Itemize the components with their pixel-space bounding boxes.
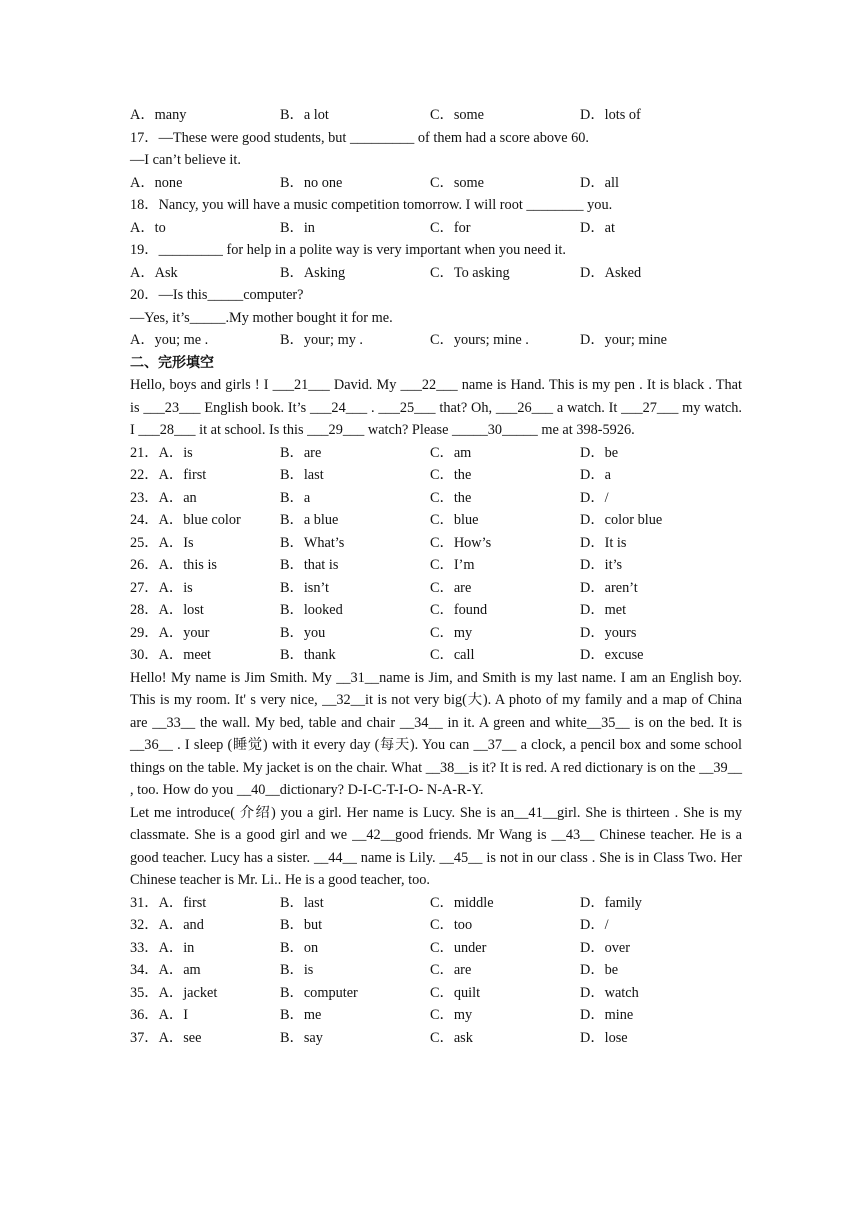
option-b: B．on <box>280 939 319 956</box>
option-b: B．looked <box>280 602 343 618</box>
cloze-passage-1: Hello, boys and girls ! I ___21___ David. My ___22___ name is Hand. This is my pen . It is black . That is ___23___ English book. It’s ___24___ . ___25___ that? Oh, ___26___ a watch. It ___27___ my watch. I ___28___ it at school. Is this ___29___ watch? Please _____30_____ me at 398-5926. <box>130 377 742 438</box>
option-c: C．for <box>430 219 471 236</box>
option-c: C．are <box>430 579 472 596</box>
option-row <box>130 577 742 600</box>
option-a: A．to <box>130 219 166 236</box>
option-a: 28．A．lost <box>130 602 204 618</box>
option-a: 37．A．see <box>130 1029 202 1046</box>
q17-stem: 17．—These were good students, but _________ of them had a score above 60. <box>130 129 589 146</box>
option-a: 27．A．is <box>130 579 193 596</box>
option-b: B．a <box>280 489 311 506</box>
cloze-passage-2: Hello! My name is Jim Smith. My __31__name is Jim, and Smith is my last name. I am an English boy. This is my room. It' s very nice, __32__it is not very big(大). A photo of my family and a map of China are __33__ the wall. My bed, table and chair __34__ in it. A green and white__35__ is on the bed. It is __36__ . I sleep (睡觉) with it every day (每天). You can __37__ a clock, a pencil box and some school things on the table. My jacket is on the chair. What __38__is it? It is red. A red dictionary is on the __39__ , too. How do you __40__dictionary? D-I-C-T-I-O- N-A-R-Y. <box>130 669 742 798</box>
exam-page <box>130 104 742 1049</box>
option-b: B．in <box>280 219 315 236</box>
option-a: 31．A．first <box>130 894 207 911</box>
option-c: C．How’s <box>430 534 492 551</box>
option-d: D．be <box>580 444 619 461</box>
option-b: B．last <box>280 894 324 911</box>
option-c: C．call <box>430 647 475 663</box>
option-row <box>130 509 742 532</box>
option-c: C．the <box>430 467 472 483</box>
option-a: 24．A．blue color <box>130 512 241 528</box>
option-d: D．met <box>580 602 627 618</box>
option-d: D．It is <box>580 534 627 551</box>
option-d: D．excuse <box>580 647 644 663</box>
option-row <box>130 1027 742 1050</box>
cloze-options-21-30 <box>130 442 742 667</box>
option-b: B．a lot <box>280 107 329 123</box>
option-d: D．over <box>580 939 631 956</box>
option-a: 36．A．I <box>130 1007 188 1023</box>
option-c: C．under <box>430 939 487 956</box>
option-row <box>130 959 742 982</box>
option-b: B．a blue <box>280 512 339 528</box>
option-a: 34．A．am <box>130 962 201 978</box>
option-b: B．last <box>280 467 324 483</box>
option-row <box>130 622 742 645</box>
option-d: D．/ <box>580 489 609 506</box>
option-row <box>130 644 742 667</box>
option-row <box>130 554 742 577</box>
option-a: 21．A．is <box>130 444 193 461</box>
option-row <box>130 937 742 960</box>
option-row <box>130 892 742 915</box>
option-b: B．your; my . <box>280 332 364 348</box>
option-c: C．blue <box>430 512 479 528</box>
option-c: C．quilt <box>430 984 481 1001</box>
q16-options <box>130 104 742 127</box>
option-b: B．Asking <box>280 264 346 281</box>
option-b: B．What’s <box>280 534 345 551</box>
option-a: 35．A．jacket <box>130 984 218 1001</box>
q20-reply: —Yes, it’s_____.My mother bought it for me. <box>130 309 393 326</box>
option-a: A．Ask <box>130 264 178 281</box>
option-row <box>130 442 742 465</box>
option-b: B．no one <box>280 174 343 191</box>
option-a: 29．A．your <box>130 624 210 641</box>
option-c: C．some <box>430 107 485 123</box>
option-c: C．found <box>430 602 488 618</box>
option-b: B．that is <box>280 557 339 573</box>
option-d: D．mine <box>580 1007 634 1023</box>
option-b: B．say <box>280 1029 323 1046</box>
option-d: D．watch <box>580 984 639 1001</box>
option-b: B．are <box>280 444 322 461</box>
option-d: D．/ <box>580 917 609 933</box>
option-a: 30．A．meet <box>130 647 211 663</box>
section-heading: 二、完形填空 <box>130 354 214 371</box>
option-c: C．too <box>430 917 473 933</box>
option-row <box>130 1004 742 1027</box>
option-row <box>130 532 742 555</box>
option-a: 25．A．Is <box>130 534 194 551</box>
option-a: A．many <box>130 107 187 123</box>
option-b: B．isn’t <box>280 579 329 596</box>
option-b: B．thank <box>280 647 336 663</box>
option-b: B．but <box>280 917 323 933</box>
option-c: C．ask <box>430 1029 473 1046</box>
option-c: C．my <box>430 1007 473 1023</box>
option-a: A．none <box>130 174 183 191</box>
option-b: B．me <box>280 1007 322 1023</box>
option-c: C．middle <box>430 894 494 911</box>
option-d: D．aren’t <box>580 579 638 596</box>
option-d: D．Asked <box>580 264 642 281</box>
option-d: D．lots of <box>580 107 641 123</box>
option-b: B．computer <box>280 984 358 1001</box>
option-d: D．lose <box>580 1029 628 1046</box>
option-a: 33．A．in <box>130 939 195 956</box>
option-row <box>130 914 742 937</box>
option-b: B．you <box>280 624 326 641</box>
option-row <box>130 599 742 622</box>
option-d: D．at <box>580 219 615 236</box>
q19-stem: 19．_________ for help in a polite way is very important when you need it. <box>130 242 566 258</box>
option-c: C．To asking <box>430 264 510 281</box>
option-c: C．my <box>430 624 473 641</box>
q17-options <box>130 172 742 195</box>
q18-options <box>130 217 742 240</box>
option-b: B．is <box>280 962 314 978</box>
option-row <box>130 982 742 1005</box>
cloze-options-31-37 <box>130 892 742 1050</box>
option-a: 32．A．and <box>130 917 204 933</box>
option-d: D．family <box>580 894 642 911</box>
q19-options <box>130 262 742 285</box>
option-row <box>130 464 742 487</box>
option-d: D．a <box>580 467 611 483</box>
option-row <box>130 487 742 510</box>
option-a: 22．A．first <box>130 467 207 483</box>
option-c: C．am <box>430 444 472 461</box>
option-c: C．some <box>430 174 485 191</box>
option-d: D．all <box>580 174 619 191</box>
option-d: D．your; mine <box>580 332 667 348</box>
option-d: D．yours <box>580 624 637 641</box>
option-d: D．be <box>580 962 619 978</box>
q20-stem: 20．—Is this_____computer? <box>130 287 304 303</box>
option-a: A．you; me . <box>130 332 209 348</box>
option-c: C．I’m <box>430 557 475 573</box>
cloze-passage-3: Let me introduce( 介绍) you a girl. Her name is Lucy. She is an__41__girl. She is thirteen . She is my classmate. She is a good girl and we __42__good friends. Mr Wang is __43__ Chinese teacher. He is a good teacher. Lucy has a sister. __44__ name is Lily. __45__ is not in our class . She is in Class Two. Her Chinese teacher is Mr. Li.. He is a good teacher, too. <box>130 804 742 888</box>
option-c: C．yours; mine . <box>430 332 529 348</box>
option-c: C．are <box>430 962 472 978</box>
q18-stem: 18．Nancy, you will have a music competition tomorrow. I will root ________ you. <box>130 197 613 213</box>
option-a: 23．A．an <box>130 489 197 506</box>
q20-options <box>130 329 742 352</box>
option-a: 26．A．this is <box>130 557 217 573</box>
option-d: D．color blue <box>580 512 663 528</box>
option-c: C．the <box>430 489 472 506</box>
q17-reply: —I can’t believe it. <box>130 152 241 168</box>
option-d: D．it’s <box>580 557 623 573</box>
